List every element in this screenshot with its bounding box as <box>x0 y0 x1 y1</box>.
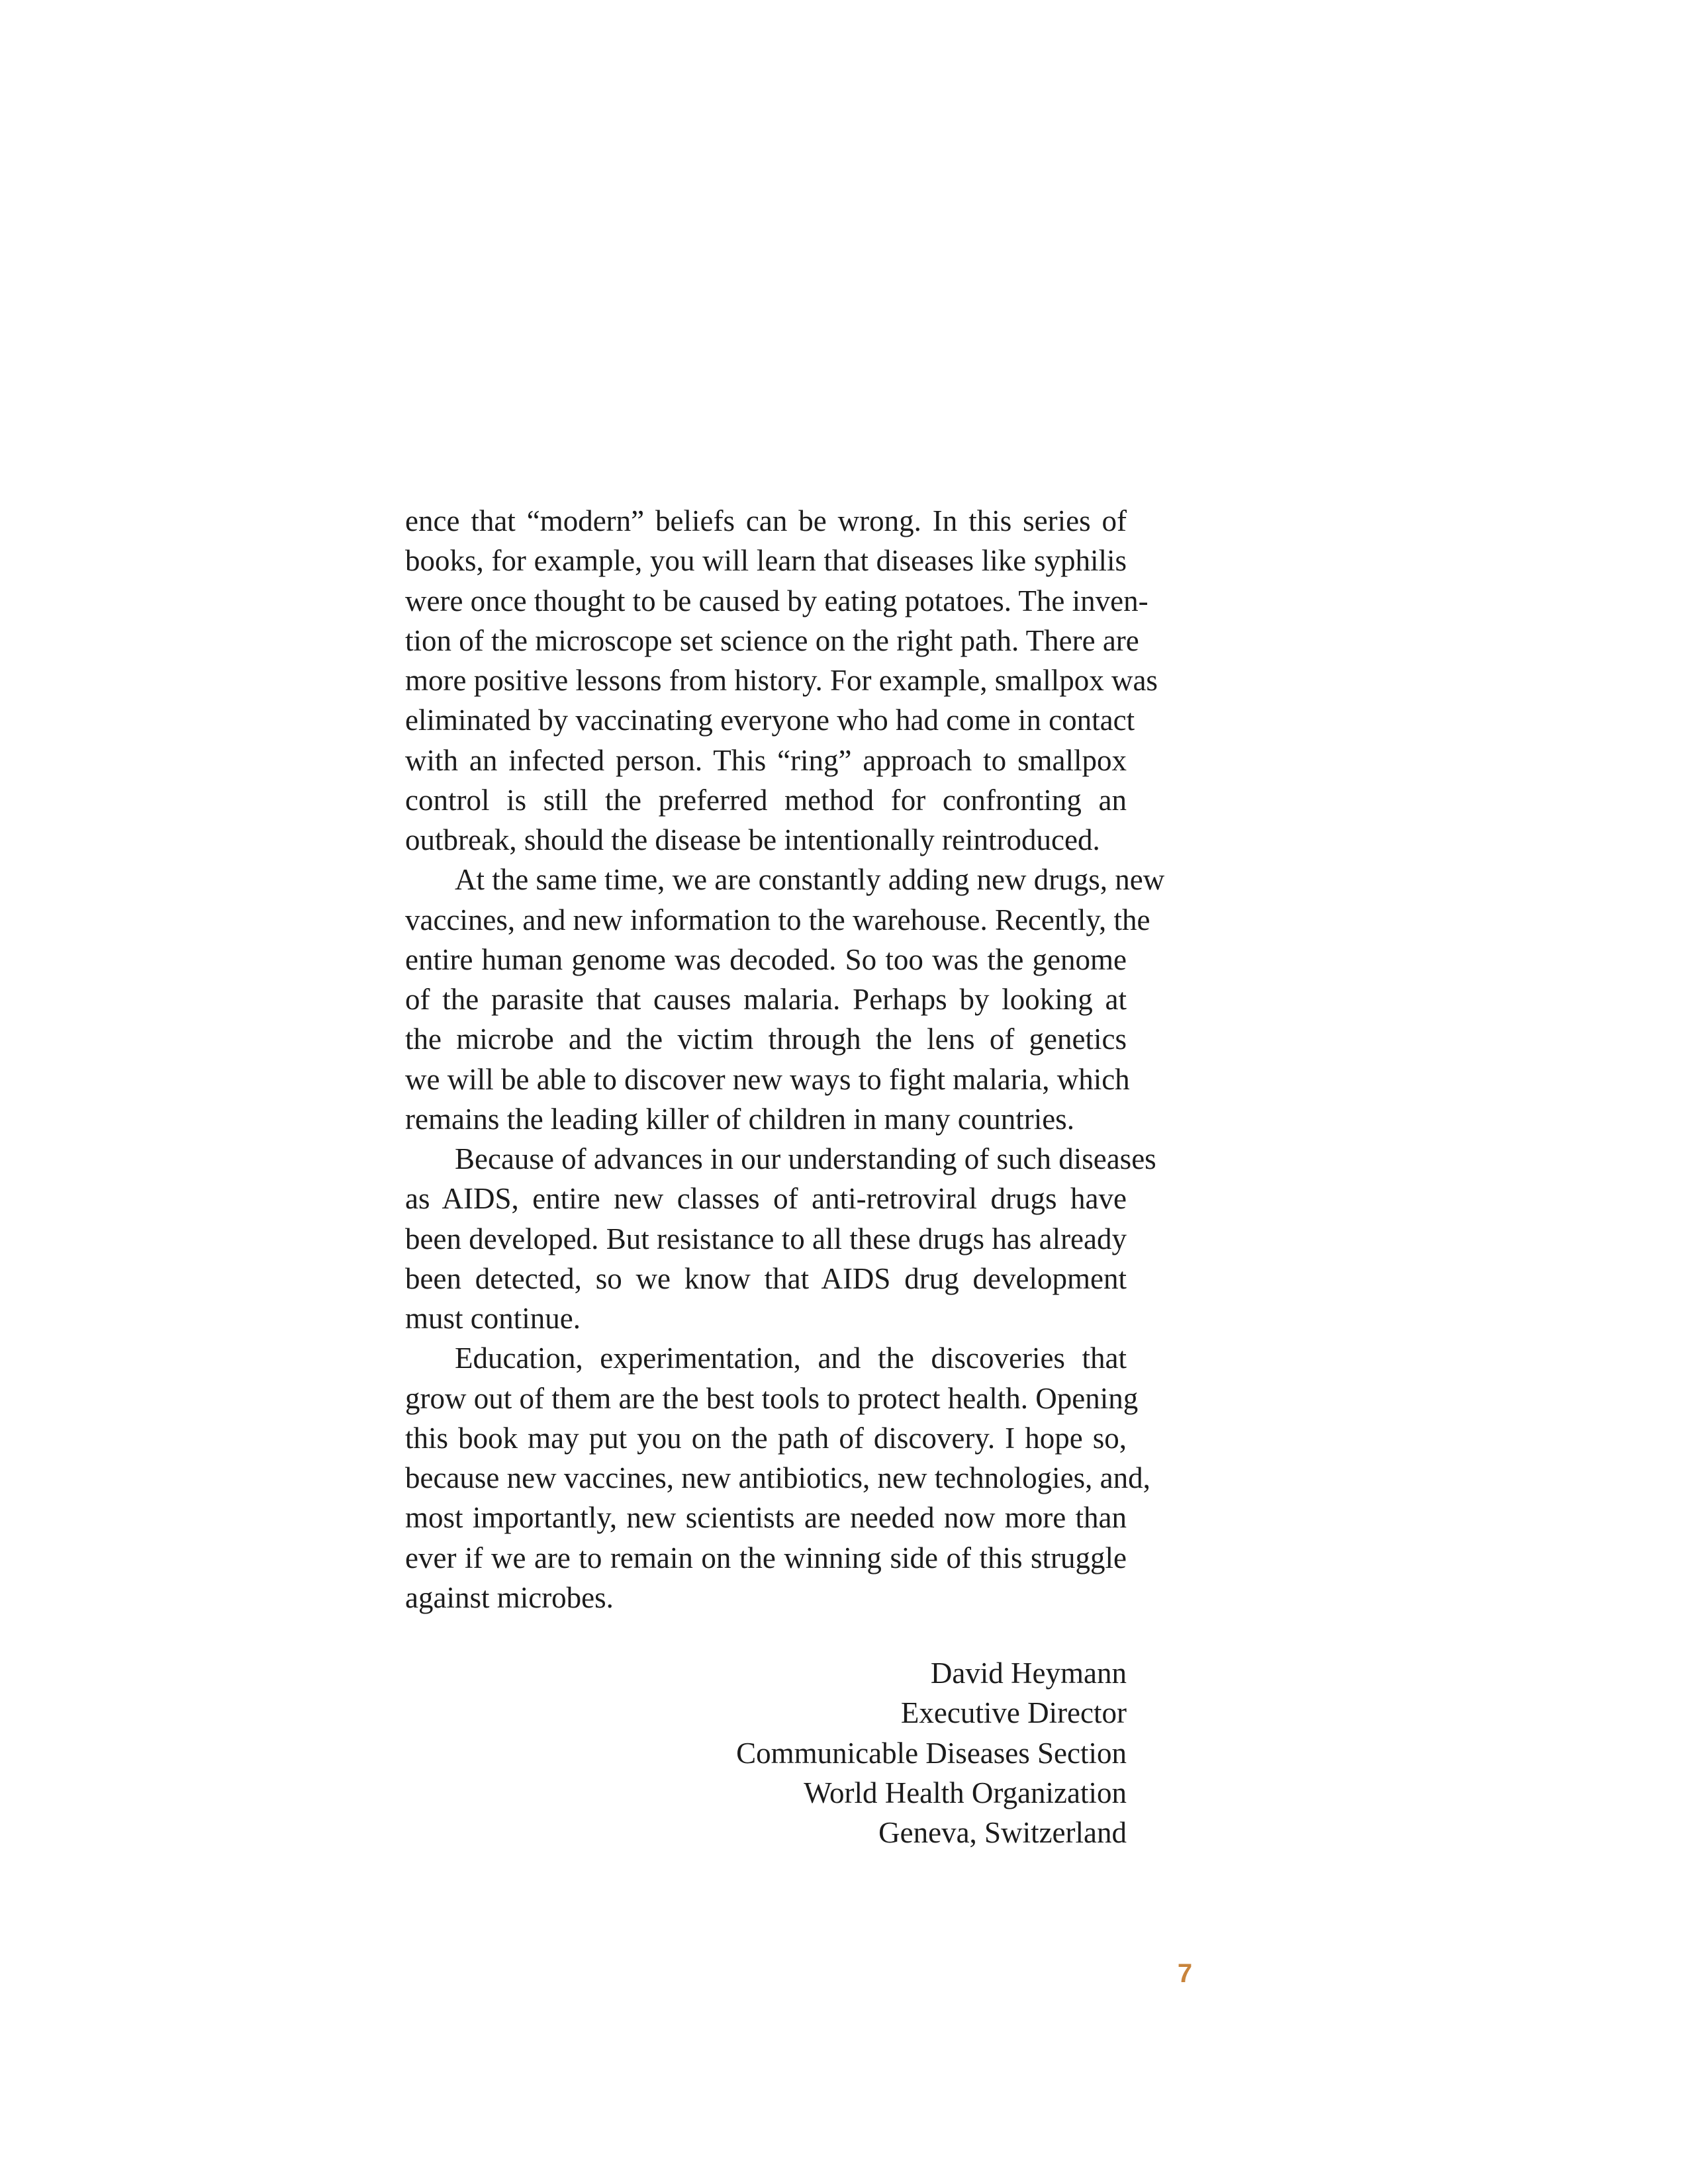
text-line: control is still the preferred method for confronting an <box>405 783 1127 817</box>
text-line: Education, experimentation, and the discoveries that <box>455 1342 1127 1375</box>
text-line: outbreak, should the disease be intentionally reintroduced. <box>405 823 1100 856</box>
text-line: books, for example, you will learn that diseases like syphilis <box>405 544 1127 578</box>
paragraph-1 <box>405 501 1158 860</box>
signature-organization: World Health Organization <box>804 1776 1127 1809</box>
text-line: we will be able to discover new ways to fight malaria, which <box>405 1062 1130 1096</box>
text-line: At the same time, we are constantly adding new drugs, new <box>455 863 1165 897</box>
body-text <box>405 501 1165 1617</box>
paragraph-3 <box>405 1139 1156 1338</box>
text-line: been developed. But resistance to all these drugs has already <box>405 1222 1127 1255</box>
text-line: this book may put you on the path of discovery. I hope so, <box>405 1421 1127 1455</box>
signature-section: Communicable Diseases Section <box>736 1736 1127 1770</box>
text-line: as AIDS, entire new classes of anti-retroviral drugs have <box>405 1182 1127 1216</box>
text-line: must continue. <box>405 1302 581 1335</box>
text-line: the microbe and the victim through the lens of genetics <box>405 1023 1127 1056</box>
text-line: vaccines, and new information to the warehouse. Recently, the <box>405 903 1150 936</box>
signature-block <box>736 1653 1127 1852</box>
text-line: tion of the microscope set science on the right path. There are <box>405 623 1139 657</box>
paragraph-4 <box>405 1338 1150 1617</box>
text-line: Because of advances in our understanding of such diseases <box>455 1142 1156 1175</box>
text-line: ence that “modern” beliefs can be wrong. In this series of <box>405 504 1127 537</box>
text-line: were once thought to be caused by eating potatoes. The inven- <box>405 584 1149 617</box>
paragraph-2 <box>405 860 1165 1139</box>
text-line: because new vaccines, new antibiotics, new technologies, and, <box>405 1461 1150 1494</box>
text-line: been detected, so we know that AIDS drug development <box>405 1261 1127 1295</box>
text-line: eliminated by vaccinating everyone who had come in contact <box>405 704 1135 737</box>
signature-location: Geneva, Switzerland <box>878 1816 1127 1849</box>
text-line: most importantly, new scientists are needed now more than <box>405 1501 1127 1535</box>
text-line: with an infected person. This “ring” approach to smallpox <box>405 743 1127 777</box>
text-line: grow out of them are the best tools to protect health. Opening <box>405 1381 1139 1415</box>
signature-name: David Heymann <box>930 1657 1127 1690</box>
text-line: remains the leading killer of children in many countries. <box>405 1102 1074 1136</box>
page-number: 7 <box>1177 1959 1193 1988</box>
text-line: entire human genome was decoded. So too was the genome <box>405 942 1127 976</box>
text-line: ever if we are to remain on the winning side of this struggle <box>405 1541 1127 1574</box>
signature-title: Executive Director <box>900 1696 1127 1730</box>
text-line: against microbes. <box>405 1580 614 1614</box>
text-line: more positive lessons from history. For example, smallpox was <box>405 664 1158 697</box>
text-line: of the parasite that causes malaria. Perhaps by looking at <box>405 983 1127 1016</box>
